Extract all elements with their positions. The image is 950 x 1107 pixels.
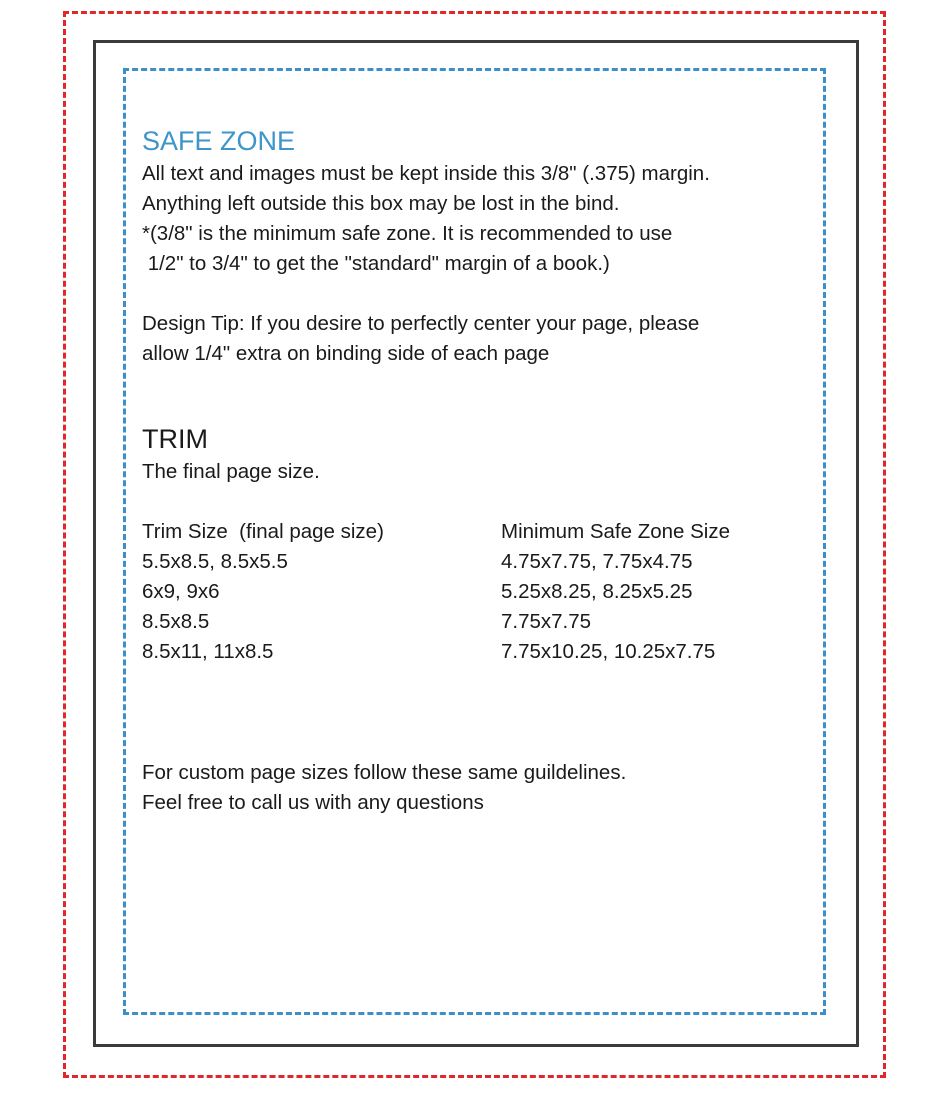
footer-text-line: Feel free to call us with any questions (142, 791, 484, 814)
safe-zone-text-line: 1/2" to 3/4" to get the "standard" margin of a book.) (142, 252, 610, 275)
design-tip-line: allow 1/4" extra on binding side of each page (142, 342, 550, 365)
table-cell-safe-zone-size: 4.75x7.75, 7.75x4.75 (501, 550, 693, 573)
design-tip-line: Design Tip: If you desire to perfectly center your page, please (142, 312, 700, 335)
table-cell-trim-size: 6x9, 9x6 (142, 580, 220, 603)
table-cell-safe-zone-size: 7.75x10.25, 10.25x7.75 (501, 640, 716, 663)
table-header-trim-size: Trim Size (final page size) (142, 520, 384, 543)
footer-text-line: For custom page sizes follow these same guildelines. (142, 761, 627, 784)
trim-heading: TRIM (142, 424, 208, 454)
trim-subtitle: The final page size. (142, 460, 320, 483)
safe-zone-text-line: All text and images must be kept inside this 3/8" (.375) margin. (142, 162, 710, 185)
table-cell-safe-zone-size: 7.75x7.75 (501, 610, 592, 633)
table-cell-safe-zone-size: 5.25x8.25, 8.25x5.25 (501, 580, 693, 603)
safe-zone-heading: SAFE ZONE (142, 126, 296, 156)
safe-zone-text-line: Anything left outside this box may be lost in the bind. (142, 192, 620, 215)
table-cell-trim-size: 8.5x11, 11x8.5 (142, 640, 274, 663)
table-cell-trim-size: 8.5x8.5 (142, 610, 210, 633)
safe-zone-text-line: *(3/8" is the minimum safe zone. It is recommended to use (142, 222, 673, 245)
table-header-safe-zone-size: Minimum Safe Zone Size (501, 520, 731, 543)
table-cell-trim-size: 5.5x8.5, 8.5x5.5 (142, 550, 288, 573)
